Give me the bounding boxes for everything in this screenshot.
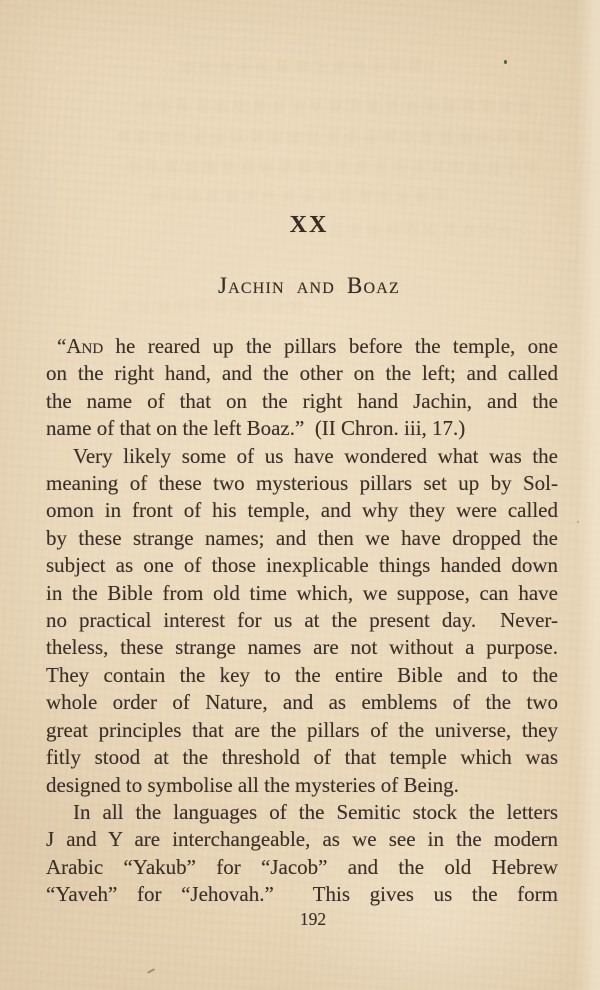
- text-line: They contain the key to the entire Bible and to the: [46, 662, 558, 687]
- showthrough-smudge: [128, 161, 538, 173]
- text-line: on the right hand, and the other on the left; and called: [46, 361, 558, 386]
- page-number: 192: [299, 909, 327, 929]
- text-line: omon in front of his temple, and why they were called: [46, 498, 558, 523]
- text-line: theless, these strange names are not without a purpose.: [46, 635, 558, 660]
- text-line: “Yaveh” for “Jehovah.” This gives us the form: [46, 882, 558, 907]
- showthrough-smudge: [120, 300, 310, 312]
- text-line: Very likely some of us have wondered what was the: [73, 443, 558, 468]
- text-line: [46, 333, 558, 360]
- text-line: name of that on the left Boaz.” (II Chron. iii, 17.): [46, 416, 466, 441]
- showthrough-smudge: [118, 131, 542, 143]
- page-edge-highlight: [576, 0, 600, 990]
- showthrough-smudge: [140, 100, 532, 112]
- text-line: great principles that are the pillars of the universe, they: [46, 717, 558, 742]
- text-line: Arabic “Yakub” for “Jacob” and the old Hebrew: [46, 854, 558, 879]
- paper-speck: [577, 521, 579, 523]
- text-line: meaning of these two mysterious pillars set up by Sol-: [46, 471, 558, 496]
- text-line: in the Bible from old time which, we suppose, can have: [46, 580, 558, 605]
- text-line: subject as one of those inexplicable things handed down: [46, 553, 558, 578]
- chapter-title: Jachin and Boaz: [217, 273, 400, 298]
- text-line-rest: he reared up the pillars before the temple, one: [103, 334, 558, 358]
- text-line: J and Y are interchangeable, as we see in the modern: [46, 827, 558, 852]
- paper-speck: [504, 60, 507, 64]
- paper-speck: [147, 968, 155, 974]
- text-line: whole order of Nature, and as emblems of the two: [46, 690, 558, 715]
- smallcaps-lead-word: “And: [57, 334, 104, 358]
- text-line: no practical interest for us at the present day. Never-: [46, 608, 558, 633]
- chapter-number: XX: [289, 212, 329, 238]
- body-text: [46, 333, 558, 909]
- text-line: designed to symbolise all the mysteries of Being.: [46, 772, 459, 797]
- text-line: fitly stood at the threshold of that temple which was: [46, 745, 558, 770]
- showthrough-smudge: [150, 190, 450, 202]
- showthrough-smudge: [182, 60, 432, 72]
- text-line: by these strange names; and then we have dropped the: [46, 525, 558, 550]
- text-line: In all the languages of the Semitic stock the letters: [73, 799, 558, 824]
- text-line: the name of that on the right hand Jachin, and the: [46, 388, 558, 413]
